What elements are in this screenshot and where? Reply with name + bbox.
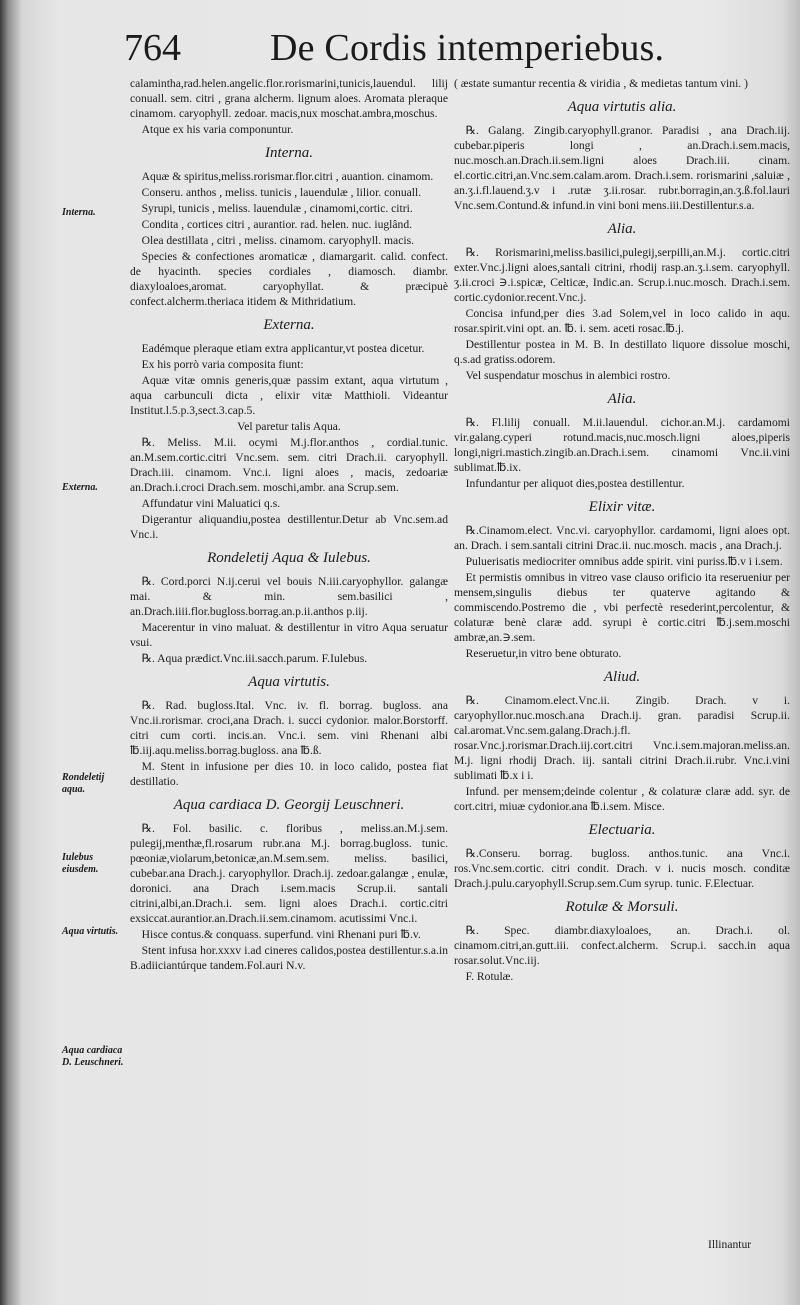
text-paragraph: calamintha,rad.helen.angelic.flor.rorismarini,tunicis,lauendul. lilij conuall. sem. citri , grana alcherm. lignum aloes. Aromata pleraque cinamom. caryophyll. zedoar. macis,nux moschat.ambra,moschus. [130,77,448,120]
section-heading: Rotulæ & Morsuli. [565,899,679,915]
section-heading: Aliud. [603,669,641,685]
text-paragraph: Macerentur in vino maluat. & destillentur in vitro Aqua seruatur vsui. [130,621,448,649]
text-paragraph: ℞. Cord.porci N.ij.cerui vel bouis N.iii.caryophyllor. galangæ mai. & min. sem.basilici , an.Drach.iiii.flor.bugloss.borrag.an.p.ii.anthos p.iij. [130,575,448,618]
text-paragraph: ℞.Cinamom.elect. Vnc.vi. caryophyllor. cardamomi, ligni aloes opt. an. Drach. i sem.santali citrini Drac.ii. nuc.mosch. macis , ana Drach.j. [454,524,790,552]
section-heading: Interna. [265,145,313,161]
text-paragraph: Reseruetur,in vitro bene obturato. [465,647,622,660]
right-column [454,76,790,985]
text-paragraph: Affundatur vini Maluatici q.s. [141,497,281,510]
text-paragraph: F. Rotulæ. [465,970,514,983]
text-paragraph: M. Stent in infusione per dies 10. in loco calido, postea fiat destillatio. [130,760,448,788]
text-paragraph: Et permistis omnibus in vitreo vase clauso orificio ita reserueniur per mensem,singulis diebus ter quaterve agitando & commiscendo.Postremo die , vbi perfectè resederint,percolentur, & colaturæ benè claræ add. syrupi è cortic.citri ℔.j.sem.moschi ambræ,an.∋.sem. [454,571,790,644]
left-column [130,76,448,974]
text-paragraph: Species & confectiones aromaticæ , diamargarit. calid. confect. de hyacinth. species cordiales , diamosch. diambr. diaxyloaloes,aromat. caryophyllat. & præcipuè confect.alcherm.theriaca itidem & Mithridatium. [130,250,448,308]
text-paragraph: Infund. per mensem;deinde colentur , & colaturæ claræ add. syr. de cort.citri, miuæ cydonior.ana ℔.i.sem. Misce. [454,785,790,813]
text-paragraph: ( æstate sumantur recentia & viridia , & medietas tantum vini. ) [454,77,748,90]
text-paragraph: Digerantur aliquandiu,postea destillentur.Detur ab Vnc.sem.ad Vnc.i. [130,513,448,541]
text-paragraph: Aquæ vitæ omnis generis,quæ passim extant, aqua virtutum , aqua carbunculi dicta , elixir vitæ Matthioli. Videantur Institut.l.5.p.3,sect.3.cap.5. [130,374,448,417]
catchword: Illinantur [708,1238,752,1251]
text-paragraph: ℞. Galang. Zingib.caryophyll.granor. Paradisi , ana Drach.iij. cubebar.piperis longi , an.Drach.i.sem.macis, nuc.mosch.an.Drach.ii.sem.ligni aloes Drach.iii. cinam. el.cortic.citri,an.Vnc.sem.calam.arom. Drach.i.sem. rorismarini ,saluiæ , an.ʒ.i.fl.lauend.ʒ.v i .rutæ ʒ.ii.rosar. rubr.borragin,an.ʒ.ß.fol.lauri Vnc.sem.Contund.& infund.in vini boni mens.iii.Destillentur.s.a. [454,124,790,212]
margin-note-interna: Interna. [62,207,96,218]
text-paragraph: ℞. Cinamom.elect.Vnc.ii. Zingib. Drach. v i. caryophyllor.nuc.mosch.ana Drach.ij. gran. paradisi Scrup.ii. cal.aromat.Vnc.sem.galang.Drach.j.fl. rosar.Vnc.j.rorismar.Drach.iij.cort.citri Vnc.i.sem.majoran.meliss.an. M.j. ligni rhodij Drach. iij. santali citrini Drach.ii.rubr. Vnc.i.vini sublimati ℔.x i i. [454,694,790,782]
text-paragraph: Hisce contus.& conquass. superfund. vini Rhenani puri ℔.v. [141,928,421,941]
text-paragraph: ℞. Aqua prædict.Vnc.iii.sacch.parum. F.Iulebus. [141,652,368,665]
text-paragraph: Destillentur postea in M. B. In destillato liquore dissolue moschi, q.s.ad gratiss.odorem. [454,338,790,366]
text-paragraph: Puluerisatis mediocriter omnibus adde spirit. vini puriss.℔.v i i.sem. [465,555,783,568]
text-paragraph: Infundantur per aliquot dies,postea destillentur. [465,477,685,490]
text-paragraph: ℞. Spec. diambr.diaxyloaloes, an. Drach.i. ol. cinamom.citri,an.gutt.iii. confect.alcherm. Scrup.i. sacch.in aqua rosar.solut.Vnc.iij. [454,924,790,967]
section-heading: Aqua virtutis. [248,674,330,690]
margin-note-externa: Externa. [62,482,98,493]
section-heading: Aqua virtutis alia. [567,99,677,115]
text-paragraph: ℞. Fol. basilic. c. floribus , meliss.an.M.j.sem. pulegij,menthæ,fl.rosarum rubr.ana M.j. borrag.bugloss. tunic. pœoniæ,violarum,betonicæ,an.M.sem.sem. meliss. basilici, cubebar.ana Drach.j. caryophyllor. Drach.ij. zedoar.galangæ , enulæ, doronici. ana Drach i.sem.macis Scrup.ii. santali citrini,albi,an.Drach.i. sem. ligni aloes Drach.i. cortic.citri exsiccat.aurantior.an.Drach.ii.sem.cinamom. acutissimi Vnc.i. [130,822,448,925]
page-number: 764 [124,27,181,69]
section-heading: Electuaria. [588,822,656,838]
text-paragraph: ℞. Rad. bugloss.Ital. Vnc. iv. fl. borrag. bugloss. ana Vnc.ii.rorismar. croci,ana Drach. i. succi cydonior. malor.Borstorff. citri cum corti. incis.an. Vnc.i. sem. vini Rhenani albi ℔.iij.aqu.meliss.borrag.bugloss. ana ℔.ß. [130,699,448,757]
section-heading: Alia. [607,391,637,407]
section-heading: Alia. [607,221,637,237]
running-title: De Cordis intemperiebus. [270,27,665,69]
text-paragraph: Condita , cortices citri , aurantior. rad. helen. nuc. iuglând. [141,218,413,231]
text-paragraph: Syrupi, tunicis , meliss. lauendulæ , cinamomi,cortic. citri. [141,202,413,215]
section-heading: Aqua cardiaca D. Georgij Leuschneri. [173,797,405,813]
margin-note-aqua-virtutis: Aqua virtutis. [62,926,119,937]
margin-note-iulebus: Iulebus eiusdem. [62,852,99,875]
text-paragraph: ℞. Meliss. M.ii. ocymi M.j.flor.anthos , cordial.tunic. an.M.sem.cortic.citri Vnc.sem. sem. citri Drach.ii. caryophyll. Drach.iii. cinamom. Vnc.i. ligni aloes , macis, zedoariæ an.Drach.i.croci Drach.sem. moschi,ambr. ana Scrup.sem. [130,436,448,494]
section-heading: Externa. [263,317,315,333]
section-heading: Rondeletij Aqua & Iulebus. [207,550,371,566]
text-paragraph: Vel suspendatur moschus in alembici rostro. [465,369,671,382]
text-paragraph: ℞. Fl.lilij conuall. M.ii.lauendul. cichor.an.M.j. cardamomi vir.galang.cyperi rotund.macis,nuc.mosch.ligni aloes,piperis longi,nigri.mastich.zingib.an.Drach.i.sem. cinamomi Vnc.ii.vini sublimat.℔.ix. [454,416,790,474]
section-heading: Elixir vitæ. [588,499,656,515]
margin-note-rondeletij: Rondeletij aqua. [62,772,105,795]
text-paragraph: Conseru. anthos , meliss. tunicis , lauendulæ , lilior. conuall. [141,186,422,199]
text-paragraph: Ex his porrò varia composita fiunt: [141,358,304,371]
text-paragraph: Eadémque pleraque etiam extra applicantur,vt postea dicetur. [141,342,425,355]
text-paragraph: Stent infusa hor.xxxv i.ad cineres calidos,postea destillentur.s.a.in B.adiiciantúrque tandem.Fol.auri N.v. [130,944,448,972]
text-paragraph: ℞.Conseru. borrag. bugloss. anthos.tunic. ana Vnc.i. ros.Vnc.sem.cortic. citri condit. Drach. v i. nucis mosch. conditæ Drach.j.pulu.caryophyll.Scrup.sem.Cum syrup. tunic. F.Electuar. [454,847,790,890]
text-paragraph: Concisa infund,per dies 3.ad Solem,vel in loco calido in aqu. rosar.spirit.vini opt. an. ℔. i. sem. aceti rosac.℔.j. [454,307,790,335]
text-paragraph: Aquæ & spiritus,meliss.rorismar.flor.citri , auantion. cinamom. [141,170,434,183]
text-paragraph: Olea destillata , citri , meliss. cinamom. caryophyll. macis. [141,234,414,247]
text-paragraph: ℞. Rorismarini,meliss.basilici,pulegij,serpilli,an.M.j. cortic.citri exter.Vnc.j.ligni aloes,santali citrini, rhodij rasp.an.ʒ.i.sem. caryophyll. ʒ.ii.croci ∋.i.spicæ, Celticæ, Indic.an. Scrup.i.nuc.mosch. Drach.i.sem. cortic.cydonior.recent.Vnc.j. [454,246,790,304]
text-paragraph: Atque ex his varia componuntur. [141,123,294,136]
margin-note-aqua-cardiaca: Aqua cardiaca D. Leuschneri. [62,1045,124,1068]
text-paragraph: Vel paretur talis Aqua. [237,420,341,433]
